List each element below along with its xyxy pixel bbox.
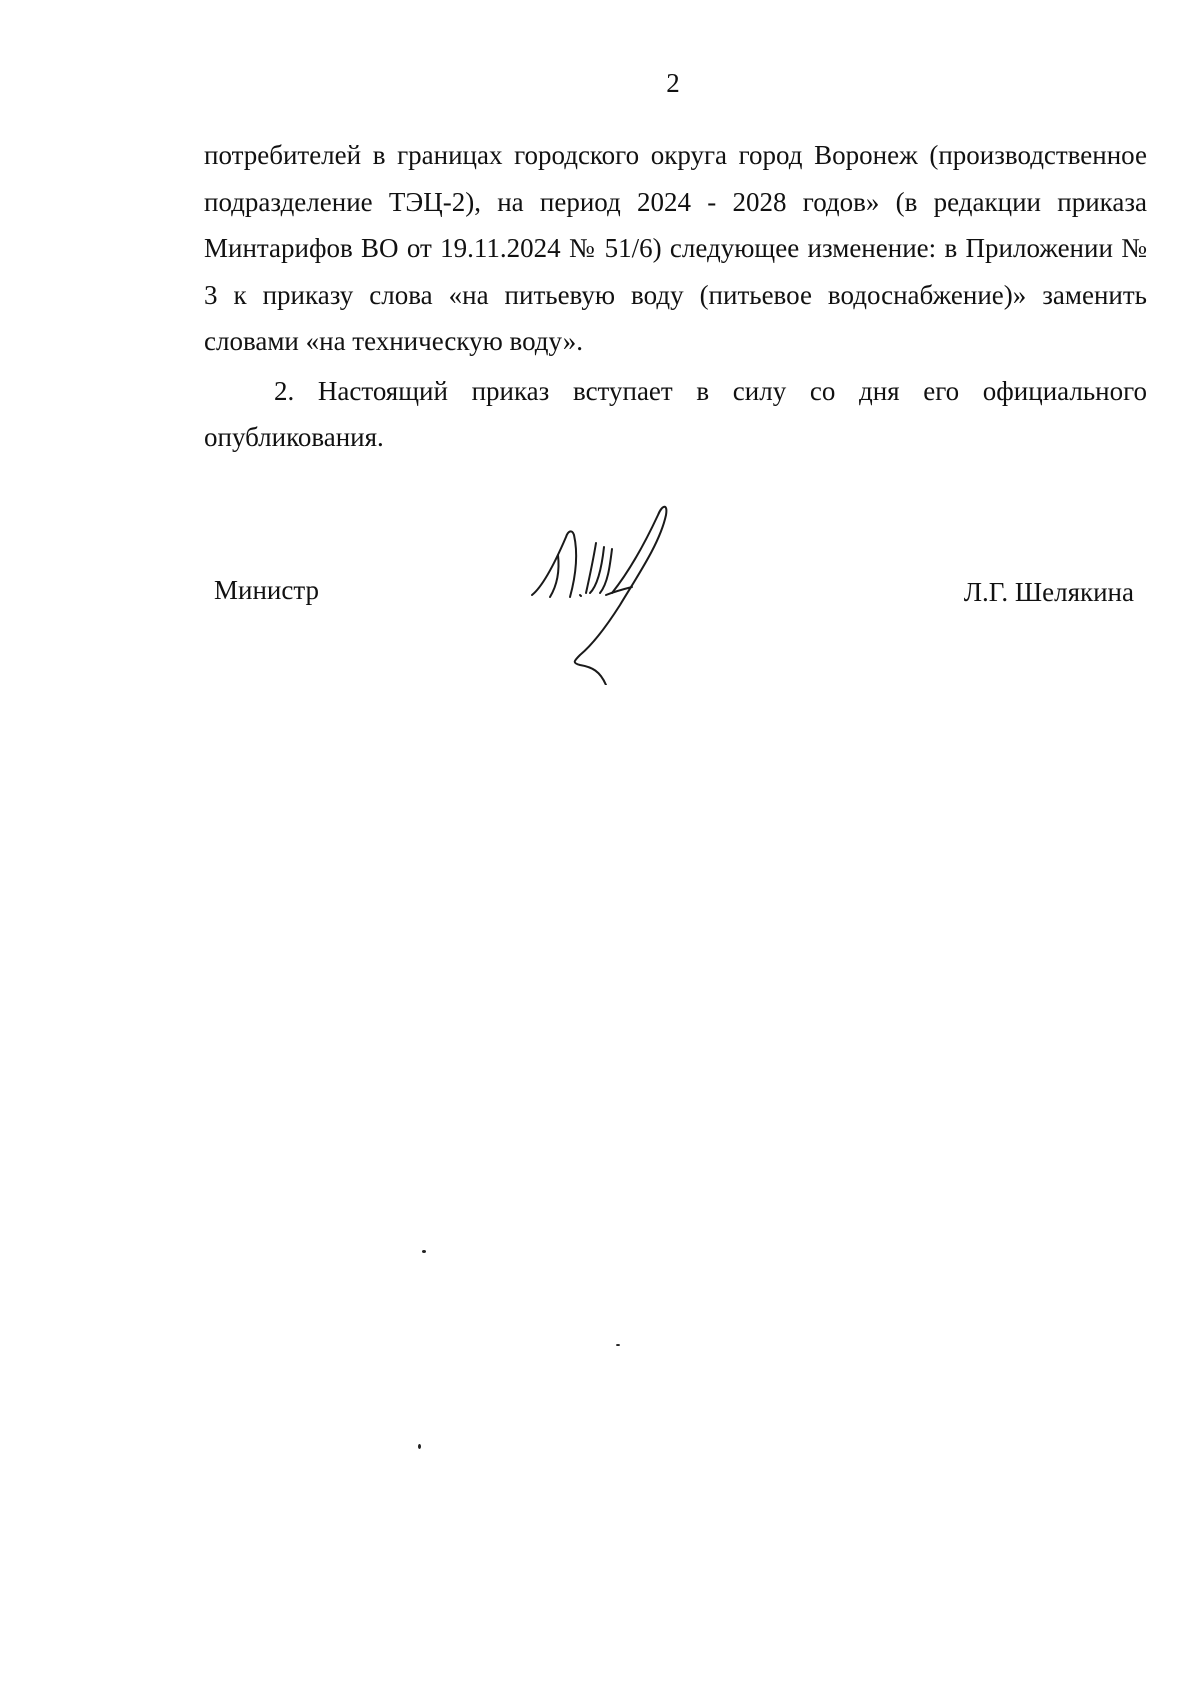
scan-speck (422, 1250, 426, 1253)
scan-speck (616, 1344, 620, 1346)
handwritten-signature (520, 495, 690, 685)
paragraph-continuation: потребителей в границах городского округа город Воронеж (производственное подразделение ТЭЦ-2), на период 2024 - 2028 годов» (в редакции приказа Минтарифов ВО от 19.11.2024 № 51/6) следующее изменение: в Приложении № 3 к приказу слова «на питьевую воду (питьевое водоснабжение)» заменить словами «на техническую воду». (204, 140, 1147, 356)
document-body (204, 132, 1147, 461)
page-number: 2 (666, 68, 680, 98)
signer-position: Министр (214, 575, 319, 605)
signer-name: Л.Г. Шелякина (963, 577, 1134, 607)
paragraph-item-2: 2. Настоящий приказ вступает в силу со дня его официального опубликования. (204, 375, 1147, 452)
scan-speck (418, 1444, 421, 1449)
